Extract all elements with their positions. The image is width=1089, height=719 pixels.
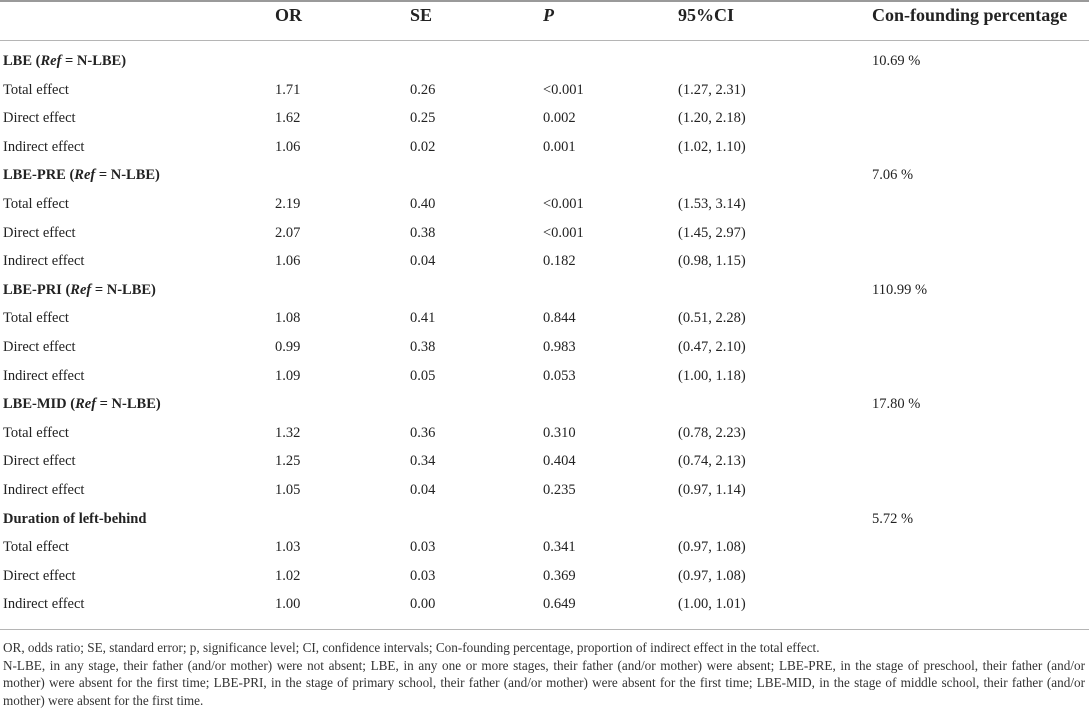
- ci-value: (1.00, 1.01): [678, 596, 746, 613]
- group-label-suffix: = N-LBE): [61, 53, 127, 69]
- p-value: 0.369: [543, 567, 576, 584]
- or-value: 1.00: [275, 596, 301, 613]
- p-value: <0.001: [543, 224, 584, 241]
- effect-label: Indirect effect: [3, 482, 85, 498]
- header-confounding: Con-founding percentage: [872, 5, 1068, 25]
- group-label: [3, 53, 126, 70]
- p-value: 0.002: [543, 110, 576, 127]
- se-value: 0.00: [410, 596, 436, 613]
- header-se: SE: [410, 5, 433, 25]
- or-value: 1.62: [275, 110, 301, 127]
- p-value: 0.983: [543, 339, 576, 355]
- group-label-ref: Ref: [74, 167, 96, 184]
- se-value: 0.04: [410, 253, 436, 270]
- group-confounding-percentage: 17.80 %: [872, 396, 921, 413]
- or-value: 1.25: [275, 453, 301, 470]
- effect-label: Total effect: [3, 196, 69, 212]
- table-bottom-rule: [0, 629, 1089, 630]
- ci-value: (0.47, 2.10): [678, 339, 746, 355]
- se-value: 0.41: [410, 310, 436, 327]
- group-label-prefix: LBE-MID (: [3, 396, 76, 413]
- header-ci: 95%CI: [678, 5, 735, 25]
- header-rule: [0, 40, 1089, 41]
- or-value: 1.06: [275, 253, 301, 270]
- se-value: 0.02: [410, 138, 436, 155]
- ci-value: (0.97, 1.08): [678, 567, 746, 584]
- or-value: 1.05: [275, 482, 301, 498]
- se-value: 0.03: [410, 539, 436, 556]
- p-value: 0.235: [543, 482, 576, 498]
- ci-value: (1.45, 2.97): [678, 224, 746, 241]
- group-label-ref: Ref: [40, 53, 62, 69]
- or-value: 1.09: [275, 367, 301, 384]
- ci-value: (0.51, 2.28): [678, 310, 746, 327]
- group-label: [3, 282, 156, 299]
- se-value: 0.38: [410, 224, 436, 241]
- header-or: OR: [275, 5, 302, 25]
- effect-label: Direct effect: [3, 110, 76, 127]
- se-value: 0.05: [410, 367, 436, 384]
- ci-value: (1.53, 3.14): [678, 196, 746, 212]
- or-value: 1.71: [275, 81, 301, 98]
- se-value: 0.26: [410, 81, 436, 98]
- footnote-abbreviations: OR, odds ratio; SE, standard error; p, significance level; CI, confidence intervals; Con-founding percentage, proportion of indirect effect in the total effect.: [3, 640, 820, 655]
- group-label-suffix: = N-LBE): [96, 396, 161, 413]
- p-value: 0.001: [543, 138, 576, 155]
- group-label-ref: Ref: [70, 281, 92, 298]
- effect-label: Total effect: [3, 424, 69, 441]
- group-label-suffix: = N-LBE): [91, 281, 156, 298]
- group-label-prefix: LBE-PRI (: [3, 281, 71, 298]
- table-top-rule: [0, 0, 1089, 2]
- effect-label: Direct effect: [3, 453, 76, 470]
- group-label: [3, 396, 161, 413]
- p-value: 0.310: [543, 424, 576, 441]
- ci-value: (0.74, 2.13): [678, 453, 746, 470]
- group-label-prefix: Duration of left-behind: [3, 510, 147, 527]
- p-value: 0.182: [543, 253, 576, 270]
- group-label-suffix: = N-LBE): [95, 167, 160, 184]
- ci-value: (1.20, 2.18): [678, 110, 746, 127]
- or-value: 0.99: [275, 339, 301, 355]
- or-value: 2.19: [275, 196, 301, 212]
- effect-label: Indirect effect: [3, 596, 85, 613]
- group-label: [3, 511, 146, 528]
- effect-label: Indirect effect: [3, 367, 85, 384]
- effect-label: Direct effect: [3, 224, 76, 241]
- group-label-prefix: LBE-PRE (: [3, 167, 75, 184]
- se-value: 0.03: [410, 567, 436, 584]
- header-p: P: [543, 5, 554, 25]
- se-value: 0.25: [410, 110, 436, 127]
- or-value: 1.03: [275, 539, 301, 556]
- footnotes: [3, 639, 1085, 709]
- se-value: 0.04: [410, 482, 436, 498]
- ci-value: (0.97, 1.08): [678, 539, 746, 556]
- group-label-ref: Ref: [75, 396, 97, 413]
- effect-label: Total effect: [3, 310, 69, 327]
- ci-value: (0.98, 1.15): [678, 253, 746, 270]
- ci-value: (1.00, 1.18): [678, 367, 746, 384]
- p-value: <0.001: [543, 196, 584, 212]
- effect-label: Indirect effect: [3, 138, 85, 155]
- or-value: 1.08: [275, 310, 301, 327]
- effect-label: Total effect: [3, 539, 69, 556]
- p-value: 0.844: [543, 310, 576, 327]
- p-value: <0.001: [543, 81, 584, 98]
- or-value: 1.06: [275, 138, 301, 155]
- p-value: 0.341: [543, 539, 576, 556]
- se-value: 0.38: [410, 339, 436, 355]
- p-value: 0.053: [543, 367, 576, 384]
- se-value: 0.34: [410, 453, 436, 470]
- footnote-definitions: N-LBE, in any stage, their father (and/or mother) were not absent; LBE, in any one or more stages, their father (and/or mother) were absent; LBE-PRE, in the stage of preschool, their father (and/or mother) were absent for the first time; LBE-PRI, in the stage of primary school, their father (and/or mother) were absent for the first time; LBE-MID, in the stage of middle school, their father (and/or mother) were absent for the first time.: [3, 657, 1085, 708]
- ci-value: (1.27, 2.31): [678, 81, 746, 98]
- effect-label: Direct effect: [3, 567, 76, 584]
- ci-value: (1.02, 1.10): [678, 138, 746, 155]
- group-label: [3, 167, 160, 184]
- se-value: 0.36: [410, 424, 436, 441]
- group-confounding-percentage: 7.06 %: [872, 167, 914, 184]
- group-confounding-percentage: 10.69 %: [872, 53, 921, 69]
- group-confounding-percentage: 110.99 %: [872, 281, 928, 298]
- ci-value: (0.97, 1.14): [678, 482, 746, 498]
- p-value: 0.404: [543, 453, 576, 470]
- ci-value: (0.78, 2.23): [678, 424, 746, 441]
- or-value: 1.02: [275, 567, 301, 584]
- p-value: 0.649: [543, 596, 576, 613]
- effect-label: Direct effect: [3, 339, 76, 355]
- or-value: 2.07: [275, 224, 301, 241]
- group-confounding-percentage: 5.72 %: [872, 510, 914, 527]
- or-value: 1.32: [275, 424, 301, 441]
- se-value: 0.40: [410, 196, 436, 212]
- group-label-prefix: LBE (: [3, 53, 41, 69]
- effect-label: Total effect: [3, 81, 69, 98]
- effect-label: Indirect effect: [3, 253, 85, 270]
